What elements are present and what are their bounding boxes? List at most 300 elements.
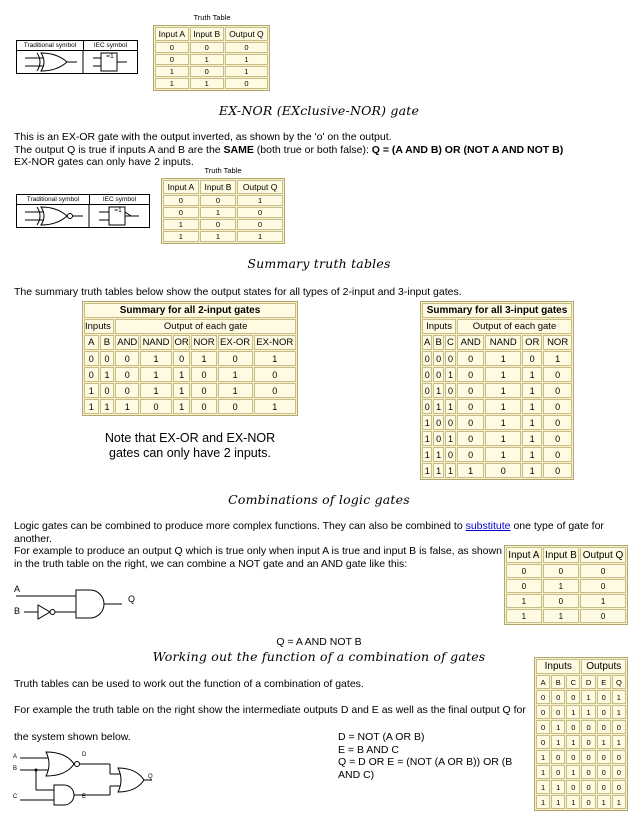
table-row xyxy=(155,66,268,77)
working-equations xyxy=(338,731,523,781)
text-fragment: Q = (A AND B) OR (NOT A AND NOT B) xyxy=(371,143,564,156)
table-cell: 1 xyxy=(254,399,296,414)
table-row xyxy=(422,447,572,462)
table-cell: 0 xyxy=(457,415,484,430)
table-cell: 0 xyxy=(597,765,611,779)
text-fragment: one type of gate for xyxy=(510,520,604,532)
table-row xyxy=(536,705,626,719)
table-cell: 0 xyxy=(433,367,443,382)
table-cell: 0 xyxy=(551,765,565,779)
table-cell: 1 xyxy=(506,609,542,623)
table-cell: 1 xyxy=(140,351,171,366)
table-row xyxy=(84,383,296,398)
table-cell: 1 xyxy=(485,367,521,382)
summary-3-input-table xyxy=(420,301,574,480)
table-cell: 0 xyxy=(191,367,216,382)
table-cell: 0 xyxy=(422,351,432,366)
text-fragment: (both true or both false): xyxy=(253,143,372,156)
table-cell: 0 xyxy=(200,219,236,230)
working-paragraph-3: the system shown below. xyxy=(14,731,131,743)
header-cell: B xyxy=(433,335,443,350)
table-cell: 1 xyxy=(551,780,565,794)
table-row xyxy=(84,351,296,366)
table-cell: 0 xyxy=(543,399,572,414)
table-cell: 0 xyxy=(163,195,199,206)
table-cell: 1 xyxy=(536,750,550,764)
table-cell: 1 xyxy=(445,431,456,446)
text-fragment: The output Q is true if inputs A and B are the xyxy=(14,143,224,156)
table-cell: 1 xyxy=(581,705,595,719)
text-fragment: another. xyxy=(14,532,52,545)
table-row xyxy=(163,231,283,242)
substitute-link[interactable]: substitute xyxy=(465,520,511,532)
table-cell: 1 xyxy=(115,399,139,414)
table-cell: 1 xyxy=(237,195,283,206)
table-cell: 0 xyxy=(254,367,296,382)
table-cell: 1 xyxy=(100,399,115,414)
table-cell: 1 xyxy=(190,54,224,65)
text-fragment xyxy=(14,144,624,157)
table-cell: 1 xyxy=(522,383,542,398)
table-cell: 0 xyxy=(543,383,572,398)
table-cell: 0 xyxy=(536,735,550,749)
table-cell: 1 xyxy=(485,383,521,398)
table-cell: 0 xyxy=(597,690,611,704)
exnor-paragraph xyxy=(14,131,624,169)
iec-symbol-label: IEC symbol xyxy=(90,195,149,205)
combinations-paragraph-2 xyxy=(14,545,504,570)
xnor-gate-icon xyxy=(17,205,149,227)
table-cell: Q xyxy=(612,675,626,689)
text-fragment: D = NOT (A OR B) xyxy=(338,731,425,743)
text-fragment: E = B AND C xyxy=(338,743,399,756)
table-cell: 1 xyxy=(543,351,572,366)
table-cell: 1 xyxy=(543,579,579,593)
table-cell: 1 xyxy=(218,367,253,382)
traditional-symbol-label: Traditional symbol xyxy=(17,41,84,51)
combinations-heading: Combinations of logic gates xyxy=(228,492,410,507)
combinations-paragraph-1 xyxy=(14,520,629,545)
output-q-label: Q xyxy=(148,774,153,780)
table-cell: A xyxy=(536,675,550,689)
table-title: Summary for all 3-input gates xyxy=(422,303,572,318)
table-cell: 1 xyxy=(485,447,521,462)
text-fragment xyxy=(14,520,629,533)
table-row xyxy=(155,54,268,65)
table-cell: 1 xyxy=(612,795,626,809)
table-cell: 0 xyxy=(612,780,626,794)
table-cell: 1 xyxy=(551,720,565,734)
nor-and-or-circuit-icon xyxy=(10,750,170,810)
header-cell: Output Q xyxy=(225,27,268,41)
working-heading: Working out the function of a combination of gates xyxy=(152,649,486,664)
input-c-label: C xyxy=(13,794,18,800)
header-cell: A xyxy=(422,335,432,350)
header-cell: Input B xyxy=(190,27,224,41)
table-cell: 1 xyxy=(433,383,443,398)
output-e-label: E xyxy=(82,794,87,800)
inputs-header: Inputs xyxy=(422,319,456,334)
table-row xyxy=(536,750,626,764)
table-cell: 0 xyxy=(237,219,283,230)
text-fragment: This is an EX-OR gate with the output inverted, as shown by the 'o' on the output. xyxy=(14,131,392,143)
table-cell: 0 xyxy=(433,415,443,430)
combination-truth-table xyxy=(504,545,628,625)
table-cell: 0 xyxy=(433,431,443,446)
header-cell: Output Q xyxy=(580,547,626,563)
table-cell: 0 xyxy=(190,42,224,53)
table-cell: 0 xyxy=(543,447,572,462)
table-cell: 0 xyxy=(115,351,139,366)
header-cell: EX-OR xyxy=(218,335,253,350)
table-cell: 1 xyxy=(200,207,236,218)
header-cell: Input A xyxy=(506,547,542,563)
header-cell: Input B xyxy=(200,180,236,194)
iec-symbol-label: IEC symbol xyxy=(84,41,137,51)
table-row xyxy=(422,383,572,398)
table-cell: 0 xyxy=(163,207,199,218)
outputs-header: Output of each gate xyxy=(457,319,572,334)
table-cell: 0 xyxy=(551,705,565,719)
table-cell: 0 xyxy=(225,42,268,53)
table-cell: 1 xyxy=(485,431,521,446)
table-cell: 1 xyxy=(200,231,236,242)
table-cell: 1 xyxy=(155,66,189,77)
table-cell: 1 xyxy=(485,351,521,366)
header-cell: NOR xyxy=(543,335,572,350)
table-row xyxy=(506,564,626,578)
header-cell: Input B xyxy=(543,547,579,563)
table-row xyxy=(506,609,626,623)
working-paragraph-2: For example the truth table on the right show the intermediate outputs D and E as well as the final output Q for xyxy=(14,704,526,716)
header-cell: Input A xyxy=(155,27,189,41)
table-cell: 1 xyxy=(225,54,268,65)
exnor-heading: EX-NOR (EXclusive-NOR) gate xyxy=(218,103,420,118)
table-cell: 0 xyxy=(566,780,580,794)
table-cell: 1 xyxy=(433,447,443,462)
and-gate-icon xyxy=(10,572,160,622)
working-paragraph-1: Truth tables can be used to work out the function of a combination of gates. xyxy=(14,678,364,690)
table-cell: 0 xyxy=(543,463,572,478)
table-cell: 1 xyxy=(140,383,171,398)
table-cell: 1 xyxy=(422,447,432,462)
table-cell: 0 xyxy=(506,579,542,593)
table-cell: 1 xyxy=(225,66,268,77)
table-cell: 0 xyxy=(612,765,626,779)
table-cell: 0 xyxy=(457,399,484,414)
table-cell: 1 xyxy=(422,415,432,430)
summary-note: Note that EX-OR and EX-NOR gates can only have 2 inputs. xyxy=(104,431,276,460)
table-cell: 0 xyxy=(190,66,224,77)
table-row xyxy=(163,207,283,218)
table-cell: 0 xyxy=(254,383,296,398)
header-cell: AND xyxy=(117,337,138,348)
outputs-header: Outputs xyxy=(581,659,626,674)
table-cell: 1 xyxy=(551,735,565,749)
table-row xyxy=(422,399,572,414)
table-cell: 1 xyxy=(485,399,521,414)
table-row xyxy=(506,579,626,593)
table-cell: 0 xyxy=(218,399,253,414)
header-cell: NOR xyxy=(191,335,216,350)
table-cell: 1 xyxy=(445,463,456,478)
top-truth-table xyxy=(153,25,270,91)
table-cell: 1 xyxy=(566,735,580,749)
table-row xyxy=(163,219,283,230)
table-row xyxy=(536,780,626,794)
text-fragment: EX-NOR gates can only have 2 inputs. xyxy=(14,156,194,168)
not-and-circuit xyxy=(10,572,160,622)
table-cell: 0 xyxy=(457,367,484,382)
table-cell: 0 xyxy=(597,780,611,794)
table-cell: 1 xyxy=(173,367,191,382)
table-cell: 0 xyxy=(566,750,580,764)
table-row xyxy=(536,720,626,734)
table-row xyxy=(84,367,296,382)
iec-gate-label: =1 xyxy=(114,207,122,214)
table-cell: 0 xyxy=(566,690,580,704)
table-cell: D xyxy=(581,675,595,689)
table-cell: 0 xyxy=(191,383,216,398)
table-row xyxy=(506,594,626,608)
table-cell: 0 xyxy=(433,351,443,366)
table-cell: 1 xyxy=(140,367,171,382)
traditional-symbol-label: Traditional symbol xyxy=(17,195,90,205)
header-cell: B xyxy=(100,335,115,350)
table-row xyxy=(422,463,572,478)
table-cell: 0 xyxy=(543,367,572,382)
table-cell: 1 xyxy=(566,705,580,719)
table-cell: 0 xyxy=(422,383,432,398)
combination-formula: Q = A AND NOT B xyxy=(276,636,362,648)
table-row xyxy=(422,415,572,430)
table-cell: 1 xyxy=(173,399,191,414)
inputs-header: Inputs xyxy=(84,319,114,334)
table-cell: 0 xyxy=(225,78,268,89)
input-b-label: B xyxy=(14,606,21,616)
table-cell: 0 xyxy=(422,399,432,414)
header-cell: EX-NOR xyxy=(254,335,296,350)
table-cell: 0 xyxy=(581,795,595,809)
text-fragment: SAME xyxy=(223,143,254,156)
table-cell: 0 xyxy=(100,351,115,366)
table-row xyxy=(536,690,626,704)
combined-gates-circuit xyxy=(10,750,170,810)
table-cell: 0 xyxy=(581,720,595,734)
output-q-label: Q xyxy=(128,594,136,604)
table-cell: 0 xyxy=(218,351,253,366)
table-row xyxy=(155,78,268,89)
table-cell: 0 xyxy=(597,705,611,719)
table-cell: 0 xyxy=(140,399,171,414)
table-cell: 1 xyxy=(163,231,199,242)
table-cell: 1 xyxy=(612,705,626,719)
table-cell: 0 xyxy=(506,564,542,578)
table-row xyxy=(163,195,283,206)
table-cell: 1 xyxy=(522,447,542,462)
table-cell: 0 xyxy=(84,351,99,366)
table-cell: 1 xyxy=(522,463,542,478)
table-cell: 1 xyxy=(522,431,542,446)
table-cell: 0 xyxy=(155,42,189,53)
table-cell: 1 xyxy=(566,795,580,809)
table-row xyxy=(422,367,572,382)
table-cell: 0 xyxy=(173,351,191,366)
table-cell: 0 xyxy=(536,720,550,734)
table-cell: 0 xyxy=(597,750,611,764)
table-cell: 0 xyxy=(485,463,521,478)
text-fragment: AND C) xyxy=(338,768,375,781)
output-d-label: D xyxy=(82,752,87,758)
table-cell: 1 xyxy=(536,780,550,794)
table-cell: 0 xyxy=(580,579,626,593)
table-cell: 1 xyxy=(522,415,542,430)
table-cell: 0 xyxy=(155,54,189,65)
table-cell: 1 xyxy=(445,399,456,414)
table-cell: 1 xyxy=(581,690,595,704)
table-cell: 1 xyxy=(522,399,542,414)
table-cell: 1 xyxy=(237,231,283,242)
header-cell: OR xyxy=(174,337,189,348)
table-cell: 1 xyxy=(536,765,550,779)
header-cell: NAND xyxy=(140,335,171,350)
table-cell: 0 xyxy=(457,383,484,398)
table-cell: 0 xyxy=(612,720,626,734)
table-cell: 1 xyxy=(522,367,542,382)
table-cell: 1 xyxy=(445,367,456,382)
table-cell: 1 xyxy=(536,795,550,809)
table-cell: 1 xyxy=(155,78,189,89)
table-cell: 1 xyxy=(543,609,579,623)
table-cell: 1 xyxy=(597,735,611,749)
iec-gate-label: =1 xyxy=(106,53,114,60)
table-cell: 1 xyxy=(506,594,542,608)
text-fragment: Logic gates can be combined to produce more complex functions. They can also be combined to xyxy=(14,520,466,532)
header-cell: NAND xyxy=(485,335,521,350)
table-cell: 0 xyxy=(551,750,565,764)
table-cell: 1 xyxy=(190,78,224,89)
table-cell: 0 xyxy=(522,351,542,366)
text-fragment: in the truth table on the right, we can combine a NOT gate and an AND gate like this: xyxy=(14,557,408,570)
top-truth-table-title: Truth Table xyxy=(193,13,231,22)
exnor-truth-table-title: Truth Table xyxy=(204,166,242,175)
table-cell: 0 xyxy=(543,594,579,608)
exnor-truth-table xyxy=(161,178,285,244)
outputs-header: Output of each gate xyxy=(115,319,296,334)
header-cell: OR xyxy=(522,335,542,350)
table-cell: C xyxy=(566,675,580,689)
table-cell: 1 xyxy=(218,383,253,398)
table-cell: 1 xyxy=(612,690,626,704)
xor-gate-icon xyxy=(17,51,137,73)
exnor-gate-symbols xyxy=(16,194,150,228)
table-cell: 1 xyxy=(422,463,432,478)
table-cell: 1 xyxy=(433,463,443,478)
header-cell: C xyxy=(445,335,456,350)
top-gate-symbols xyxy=(16,40,138,74)
table-cell: 0 xyxy=(457,447,484,462)
table-cell: 1 xyxy=(580,594,626,608)
table-cell: 0 xyxy=(536,690,550,704)
table-cell: 0 xyxy=(445,447,456,462)
summary-intro: The summary truth tables below show the output states for all types of 2-input and 3-input gates. xyxy=(14,286,462,298)
table-cell: 0 xyxy=(581,780,595,794)
summary-2-input-table xyxy=(82,301,298,416)
table-cell: 0 xyxy=(580,609,626,623)
table-row xyxy=(536,735,626,749)
table-cell: 0 xyxy=(543,415,572,430)
table-cell: 0 xyxy=(445,351,456,366)
table-cell: 1 xyxy=(551,795,565,809)
table-cell: 0 xyxy=(551,690,565,704)
table-cell: 0 xyxy=(543,431,572,446)
table-cell: 0 xyxy=(445,383,456,398)
table-cell: 1 xyxy=(566,765,580,779)
table-cell: 1 xyxy=(191,351,216,366)
table-cell: 0 xyxy=(237,207,283,218)
input-a-label: A xyxy=(13,754,18,760)
table-cell: 0 xyxy=(581,765,595,779)
header-cell: AND xyxy=(457,335,484,350)
table-cell: E xyxy=(597,675,611,689)
table-cell: 0 xyxy=(580,564,626,578)
table-cell: 1 xyxy=(612,735,626,749)
table-cell: 1 xyxy=(457,463,484,478)
input-b-label: B xyxy=(13,766,18,772)
table-cell: 0 xyxy=(445,415,456,430)
table-cell: 0 xyxy=(115,383,139,398)
table-cell: 0 xyxy=(566,720,580,734)
table-row xyxy=(422,351,572,366)
table-cell: 0 xyxy=(191,399,216,414)
table-row xyxy=(422,431,572,446)
table-cell: 0 xyxy=(84,367,99,382)
table-cell: 1 xyxy=(433,399,443,414)
table-cell: 0 xyxy=(581,735,595,749)
table-cell: 1 xyxy=(84,383,99,398)
table-cell: 1 xyxy=(100,367,115,382)
table-cell: 0 xyxy=(536,705,550,719)
table-cell: 0 xyxy=(597,720,611,734)
table-cell: 1 xyxy=(485,415,521,430)
table-cell: 0 xyxy=(200,195,236,206)
text-fragment: For example to produce an output Q which is true only when input A is true and input B is false, as shown xyxy=(14,545,502,557)
working-truth-table xyxy=(534,657,628,811)
inputs-header: Inputs xyxy=(536,659,580,674)
table-row xyxy=(536,795,626,809)
header-cell: Output Q xyxy=(237,180,283,194)
table-cell: 1 xyxy=(597,795,611,809)
table-row xyxy=(84,399,296,414)
header-cell: A xyxy=(84,335,99,350)
table-cell: 1 xyxy=(163,219,199,230)
table-cell: 0 xyxy=(422,367,432,382)
header-cell: Input A xyxy=(163,180,199,194)
table-cell: 1 xyxy=(422,431,432,446)
summary-heading: Summary truth tables xyxy=(247,256,391,271)
text-fragment: Q = D OR E = (NOT (A OR B)) OR (B xyxy=(338,756,513,768)
table-cell: 0 xyxy=(457,351,484,366)
table-cell: 0 xyxy=(100,383,115,398)
table-cell: 1 xyxy=(254,351,296,366)
table-cell: 0 xyxy=(581,750,595,764)
table-cell: 1 xyxy=(84,399,99,414)
table-title: Summary for all 2-input gates xyxy=(84,303,296,318)
table-cell: 0 xyxy=(115,367,139,382)
table-cell: 0 xyxy=(543,564,579,578)
table-cell: B xyxy=(551,675,565,689)
table-cell: 0 xyxy=(612,750,626,764)
